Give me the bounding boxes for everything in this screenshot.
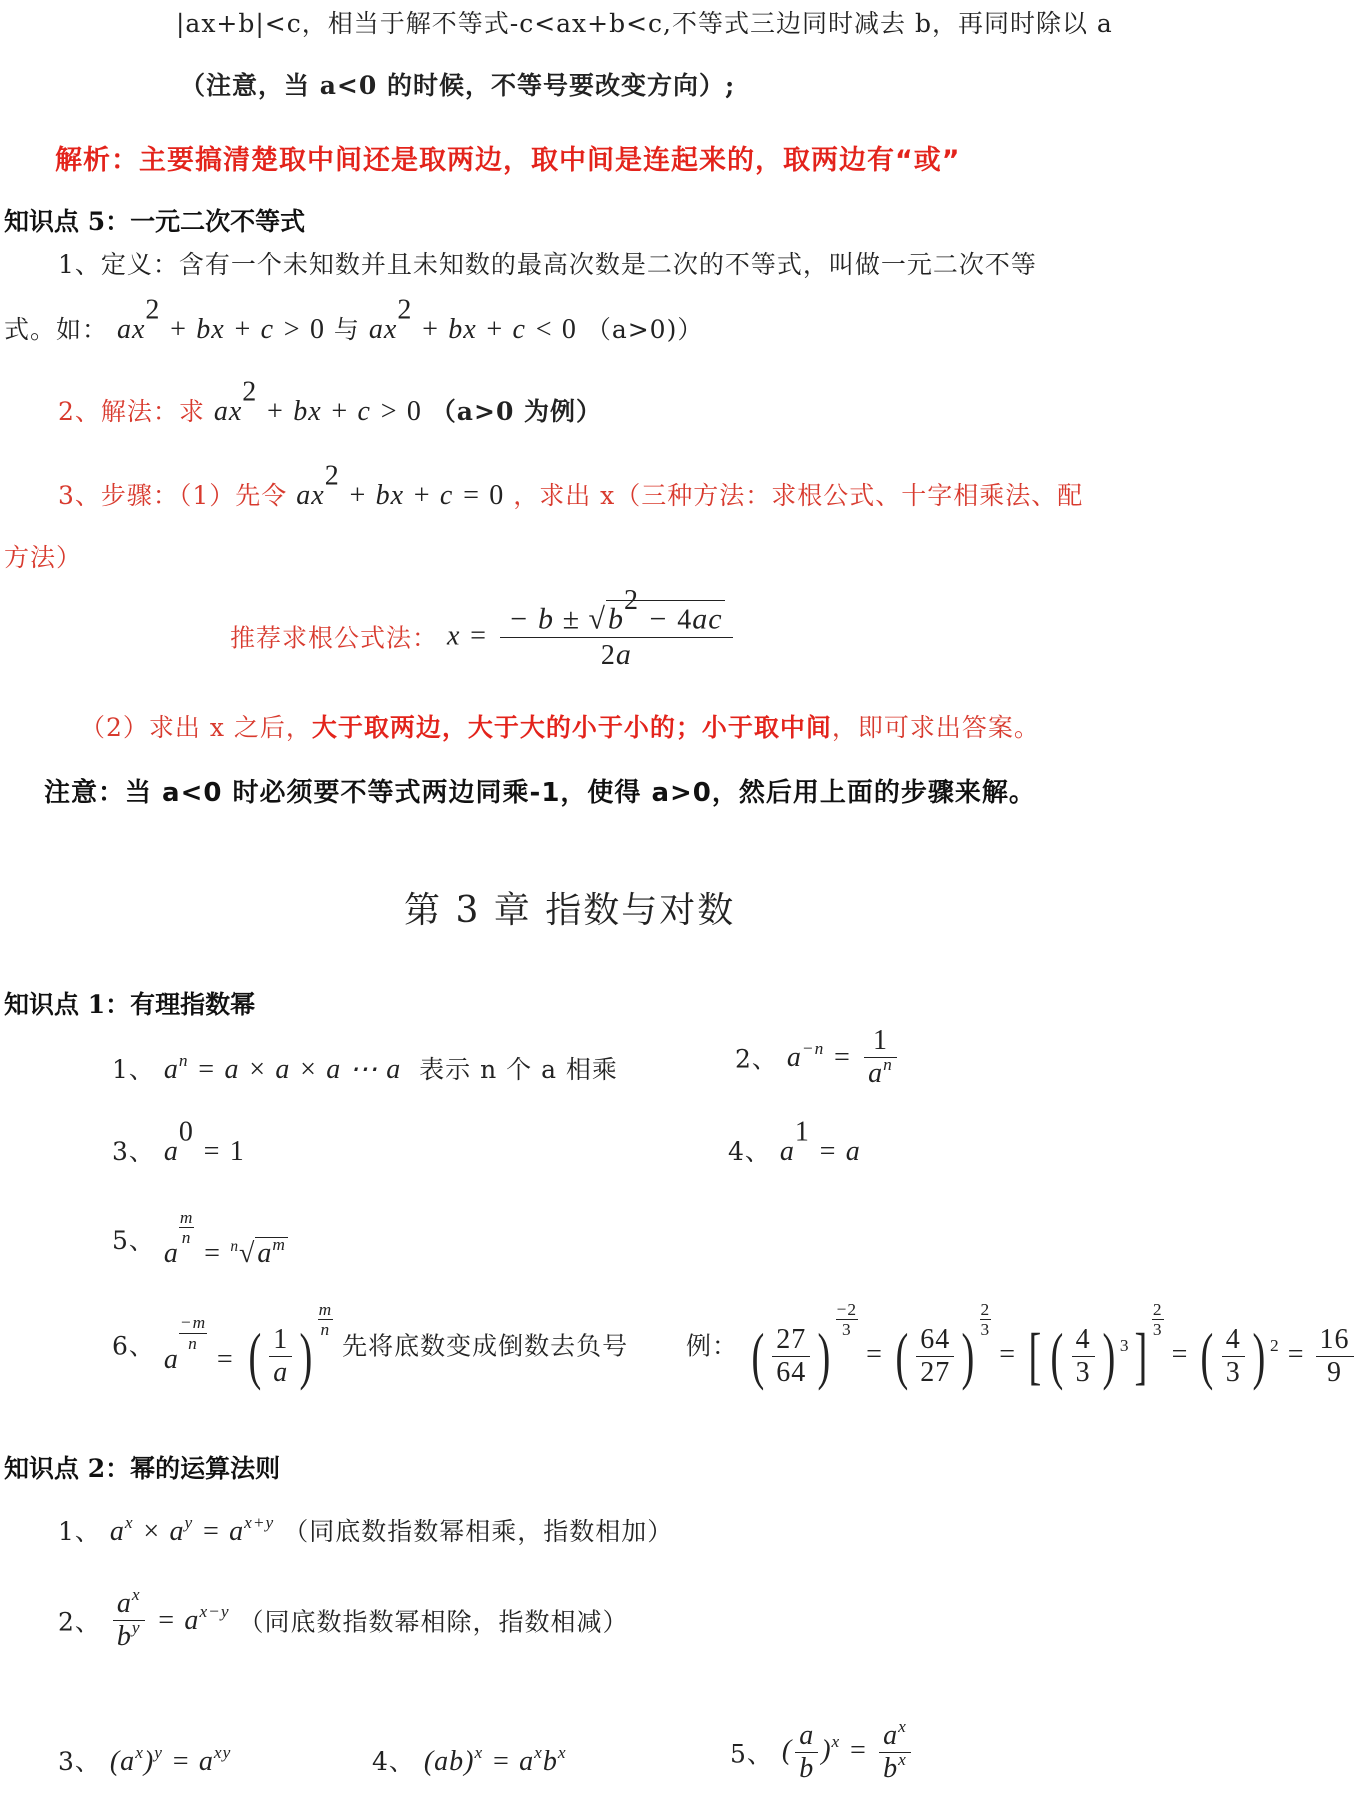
step2-b: 大于取两边，大于大的小于小的；小于取中间 <box>311 713 832 742</box>
formula-lt: $ax^2$ + bx + c < 0 <box>368 294 577 345</box>
formula-neg-frac-exp: a $\frac{-m}{n}$ = <box>163 1313 236 1375</box>
var-x: x = <box>446 620 489 652</box>
formula-zero-exp: $a^0 = 1$ <box>163 1116 245 1167</box>
formula-power-of-power: $(a^x)^y = a^{xy}$ <box>109 1742 232 1777</box>
top-line: |ax+b|<c，相当于解不等式-c<ax+b<c,不等式三边同时减去 b，再同时除以 a <box>176 9 1113 38</box>
r5-label: 5、 <box>730 1739 773 1769</box>
kp5-title: 知识点 5：一元二次不等式 <box>4 207 306 236</box>
item6-desc: 先将底数变成倒数去负号 <box>342 1331 629 1361</box>
formula-one-exp: $a^1 = a$ <box>779 1116 861 1167</box>
step2-c: ，即可求出答案。 <box>831 713 1040 742</box>
kp5-step2 <box>80 708 1040 744</box>
method-label: 2、解法：求 <box>58 397 205 426</box>
kp5-step1-end: 方法） <box>4 543 83 572</box>
root-formula-row <box>230 585 736 673</box>
formula-frac-exp: a $\frac{m}{n}$ = $^n√a^m$ <box>163 1208 286 1270</box>
item4-label: 4、 <box>728 1137 771 1166</box>
kp5-definition-line1: 1、定义：含有一个未知数并且未知数的最高次数是二次的不等式，叫做一元二次不等 <box>58 250 1037 279</box>
formula-quotient: $\frac{a^x}{b^y}$ <box>113 1588 145 1653</box>
kp5-definition-line2 <box>4 294 704 346</box>
exp-rule-5 <box>112 1208 288 1270</box>
def-prefix: 式。如： <box>4 315 109 344</box>
exp-rule-3 <box>112 1116 245 1168</box>
r1-label: 1、 <box>58 1517 101 1546</box>
formula-power-def: $a^n = a \times a \times a$ ⋯ a <box>163 1050 402 1085</box>
kp2-title: 知识点 2：幂的运算法则 <box>4 1454 281 1483</box>
note-direction: （注意，当 a<0 的时候，不等号要改变方向）; <box>180 71 736 100</box>
formula-inverse-base: ( $\frac{1}{a}$ ) $\frac{m}{n}$ <box>248 1300 333 1392</box>
item2-label: 2、 <box>735 1044 778 1074</box>
def-cond: （a>0)） <box>585 315 704 344</box>
exp-rule-2 <box>735 1025 900 1090</box>
method-suffix: （a>0 为例） <box>430 397 603 426</box>
item5-label: 5、 <box>112 1226 155 1256</box>
chapter-title: 第 3 章 指数与对数 <box>404 890 736 931</box>
r4-label: 4、 <box>372 1747 415 1776</box>
formula-eq: $ax^2$ + bx + c = 0 <box>296 460 505 511</box>
item3-label: 3、 <box>112 1137 155 1166</box>
r2-desc: （同底数指数幂相除，指数相减） <box>238 1607 629 1637</box>
power-rule-2 <box>58 1584 629 1653</box>
step-mid: ，求出 x（三种方法：求根公式、十字相乘法、配 <box>513 481 1084 510</box>
kp5-step1 <box>58 460 1084 512</box>
formula-gt: $ax^2$ + bx + c > 0 <box>116 294 325 345</box>
frac-one-over-an: $\frac{1}{a^n}$ <box>864 1025 897 1090</box>
step2-a: （2）求出 x 之后， <box>80 713 312 742</box>
def-and: 与 <box>333 315 360 344</box>
formula-neg-exp: $a^{-n}$ = <box>786 1038 853 1073</box>
formula-method: $ax^2$ + bx + c > 0 <box>213 376 422 427</box>
r2-label: 2、 <box>58 1607 101 1637</box>
exp-rule-4 <box>728 1116 861 1168</box>
example-label: 例： <box>686 1331 739 1361</box>
exp-example <box>686 1300 1357 1392</box>
root-label: 推荐求根公式法： <box>230 623 439 653</box>
power-rule-5 <box>730 1716 914 1785</box>
r3-label: 3、 <box>58 1747 101 1776</box>
kp5-method <box>58 376 603 428</box>
formula-product-power: $(ab)^x = a^xb^x$ <box>423 1742 567 1777</box>
step-label: 3、步骤：（1）先令 <box>58 481 288 510</box>
example-formula: ( $\frac{27}{64}$ ) $\frac{-2}{3}$ = ( $\frac{64}{27}$ ) $\frac{2}{3}$ = [ ( $\frac{4}{3}$ ) $^3$] $\frac{2}{3}$ = ( $\frac{4}{3}$ ) $^2$ = $\frac{16}{9}$ <box>747 1339 1357 1370</box>
exp-rule-1 <box>112 1050 618 1086</box>
item1-label: 1、 <box>112 1055 155 1084</box>
power-rule-1 <box>58 1512 673 1548</box>
power-rule-4 <box>372 1742 567 1778</box>
r1-desc: （同底数指数幂相乘，指数相加） <box>283 1517 674 1546</box>
formula-quotient-result: = $a^{x-y}$ <box>156 1601 230 1636</box>
formula-product: $a^x \times a^y = a^{x+y}$ <box>109 1512 275 1547</box>
item1-desc: 表示 n 个 a 相乘 <box>419 1055 618 1084</box>
item6-label: 6、 <box>112 1331 155 1361</box>
power-rule-3 <box>58 1742 231 1778</box>
exp-rule-6 <box>112 1300 629 1392</box>
analysis-line: 解析：主要搞清楚取中间还是取两边，取中间是连起来的，取两边有“或” <box>55 145 961 176</box>
kp5-note: 注意：当 a<0 时必须要不等式两边同乘-1，使得 a>0，然后用上面的步骤来解。 <box>44 778 1036 808</box>
quadratic-formula: $\frac{- b \pm √b^2 - 4ac}{2a}$ <box>500 600 732 673</box>
kp1-title: 知识点 1：有理指数幂 <box>4 990 256 1019</box>
formula-quotient-power: ( $\frac{a}{b}$ )$^x$ = $\frac{a^x}{b^x}$ <box>782 1735 914 1766</box>
